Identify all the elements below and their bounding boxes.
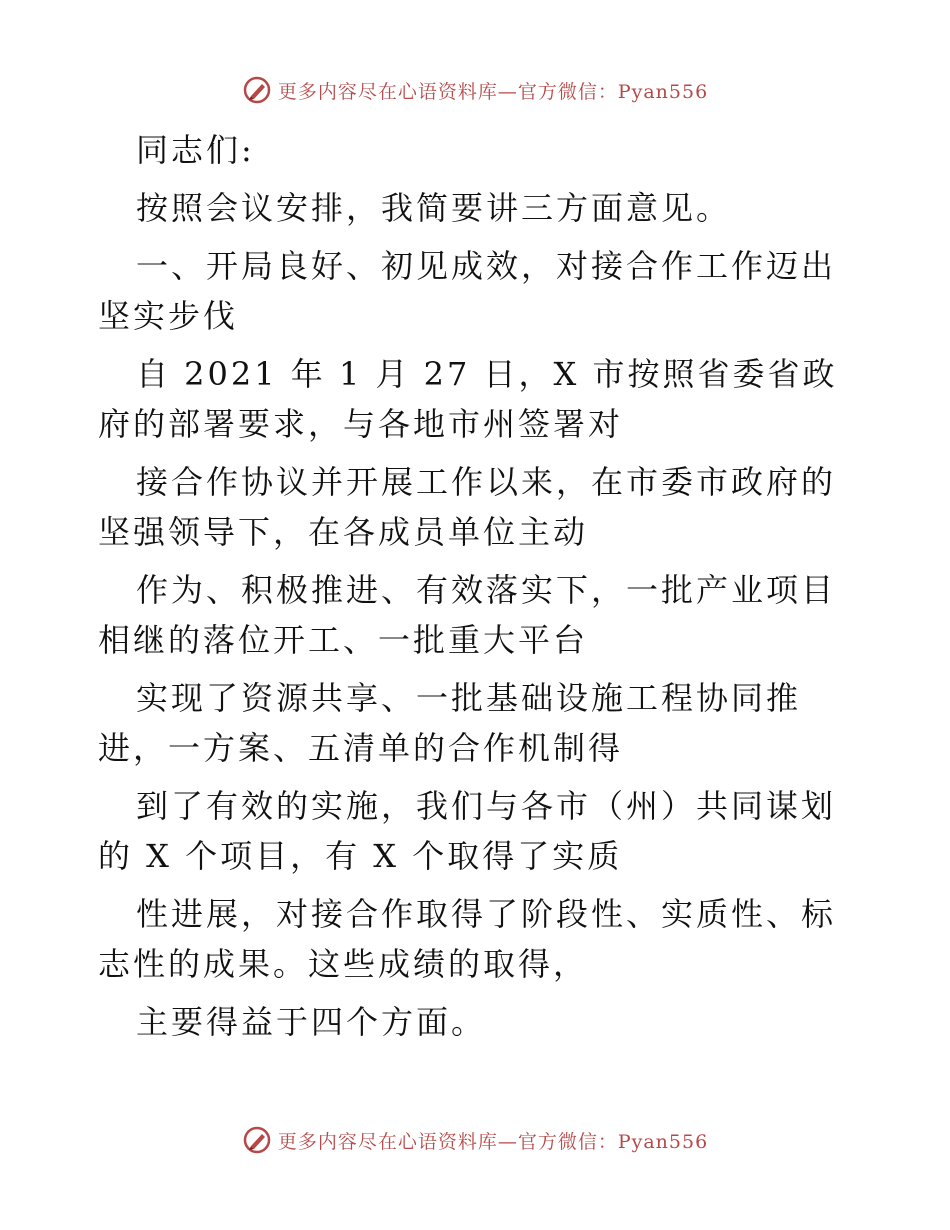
document-body xyxy=(98,125,858,1047)
header-watermark-banner xyxy=(0,70,950,110)
header-watermark-text: 更多内容尽在心语资料库—官方微信：Pyan556 xyxy=(277,80,709,103)
paragraph-body: 主要得益于四个方面。 xyxy=(136,1003,487,1041)
paragraph-body: 自 2021 年 1 月 27 日，X 市按照省委省政府的部署要求，与各地市州签署对 xyxy=(98,355,838,443)
paragraph-body: 作为、积极推进、有效落实下，一批产业项目相继的落位开工、一批重大平台 xyxy=(98,571,837,659)
paragraph-body: 实现了资源共享、一批基础设施工程协同推进，一方案、五清单的合作机制得 xyxy=(98,679,802,767)
paragraph-body: 到了有效的实施，我们与各市（州）共同谋划的 X 个项目，有 X 个取得了实质 xyxy=(98,787,837,875)
paragraph-body: 接合作协议并开展工作以来，在市委市政府的坚强领导下，在各成员单位主动 xyxy=(98,463,837,551)
footer-watermark-banner xyxy=(0,1120,950,1160)
paragraph-salutation: 同志们: xyxy=(136,131,255,169)
paragraph-body: 性进展，对接合作取得了阶段性、实质性、标志性的成果。这些成绩的取得， xyxy=(98,895,837,983)
paragraph-intro: 按照会议安排，我简要讲三方面意见。 xyxy=(136,189,732,227)
red-pen-seal-icon xyxy=(242,75,272,105)
footer-watermark-text: 更多内容尽在心语资料库—官方微信：Pyan556 xyxy=(277,1130,709,1153)
paragraph-heading-one: 一、开局良好、初见成效，对接合作工作迈出坚实步伐 xyxy=(98,247,837,335)
red-pen-seal-icon xyxy=(242,1125,272,1155)
